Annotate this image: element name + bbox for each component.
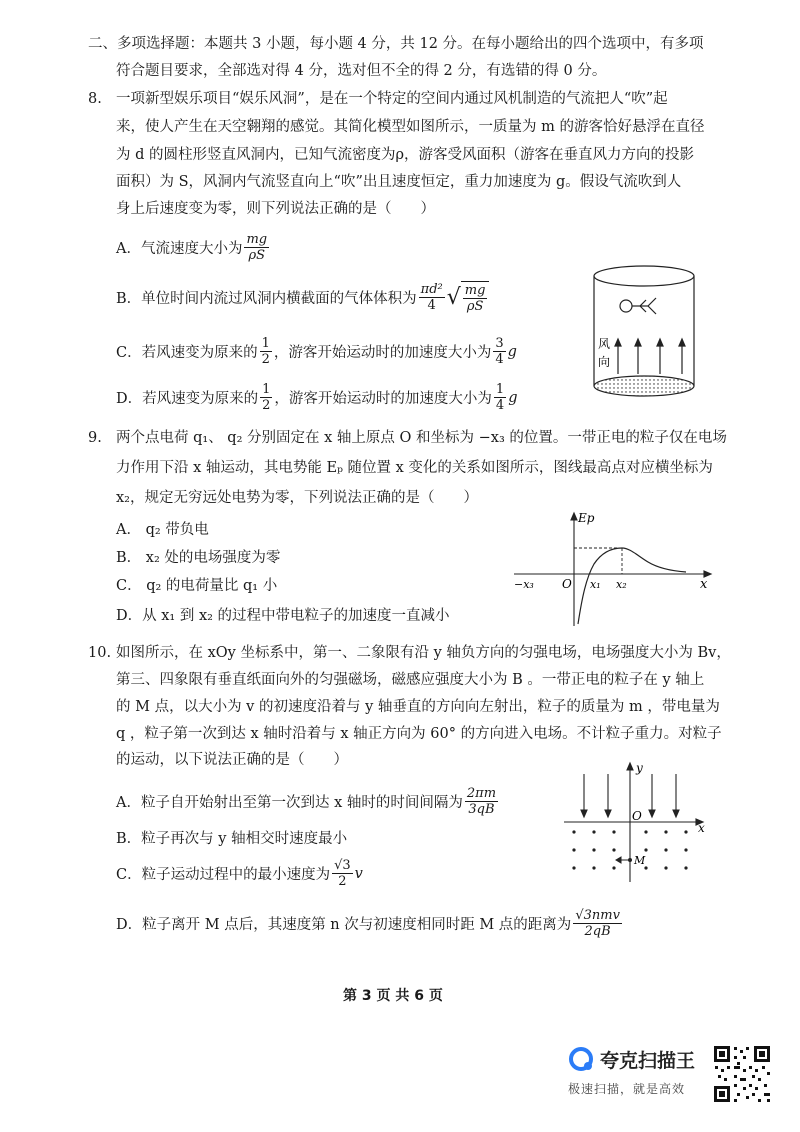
formula: $\frac{3}{4}$ (495, 336, 504, 367)
field-figure (560, 760, 710, 886)
origin-label: O (632, 809, 642, 823)
scanner-watermark (566, 1040, 700, 1104)
q10-line: 的 M 点，以大小为 v 的初速度沿着与 y 轴垂直的方向向左射出，粒子的质量为 m ，带电量为 (116, 699, 720, 715)
q10-option-b[interactable]: B．粒子再次与 y 轴相交时速度最小 (116, 831, 348, 847)
q8-option-c[interactable]: C．若风速变为原来的 $\frac{1}{2}$ ，游客开始运动时的加速度大小为 $\frac{3}{4}$ g (116, 336, 517, 367)
q8-line: 面积）为 S，风洞内气流竖直向上“吹”出且速度恒定，重力加速度为 g。假设气流吹到人 (116, 174, 682, 190)
formula: $\frac{\text{πd²}}{4}$ (420, 282, 443, 313)
formula: $\frac{mg}{\rho S}$ (246, 232, 268, 263)
formula: $\frac{1}{2}$ (261, 336, 270, 367)
q10-line: 第三、四象限有垂直纸面向外的匀强磁场，磁感应强度大小为 B 。一带正电的粒子在 y 轴上 (116, 672, 705, 688)
section-header-line2: 符合题目要求，全部选对得 4 分，选对但不全的得 2 分，有选错的得 0 分。 (116, 63, 607, 79)
formula: $\frac{1}{2}$ (262, 382, 271, 413)
q9-line: x₂，规定无穷远处电势为零，下列说法正确的是（ ） (116, 490, 478, 506)
q10-option-d[interactable]: D．粒子离开 M 点后，其速度第 n 次与初速度相同时距 M 点的距离为 $\frac{\text{√3nmv}}{2qB}$ (116, 908, 620, 939)
page-number: 第 3 页 共 6 页 (343, 988, 443, 1004)
axis-label-ep: Ep (578, 511, 595, 525)
q8-option-a[interactable]: A．气流速度大小为 $\frac{mg}{\rho S}$ (116, 232, 268, 263)
brand-logo-icon (566, 1044, 596, 1074)
formula-sqrt: √ $\frac{mg}{\rho S}$ (447, 281, 490, 314)
axis-label-x: x (700, 577, 708, 592)
q9-option-b[interactable]: B． x₂ 处的电场强度为零 (116, 550, 281, 566)
q10-line: q ，粒子第一次到达 x 轴时沿着与 x 轴正方向为 60° 的方向进入电场。不计粒子重力。对粒子 (116, 726, 722, 742)
tick-label-x2: x₂ (616, 578, 627, 591)
q10-line: 的运动，以下说法正确的是（ ） (116, 752, 348, 768)
q8-line: 身上后速度变为零，则下列说法正确的是（ ） (116, 201, 435, 217)
wind-label: 向 (598, 355, 611, 369)
q8-line: 为 d 的圆柱形竖直风洞内，已知气流密度为ρ，游客受风面积（游客在垂直风力方向的投影 (116, 147, 695, 163)
q9-number: 9. (88, 430, 102, 446)
tick-label-x3: −x₃ (514, 578, 534, 591)
q8-option-b[interactable]: B．单位时间内流过风洞内横截面的气体体积为 $\frac{\text{πd²}}{4}$ √ $\frac{mg}{\rho S}$ (116, 281, 489, 314)
q9-line: 两个点电荷 q₁、 q₂ 分别固定在 x 轴上原点 O 和坐标为 −x₃ 的位置。一带正电的粒子仅在电场 (116, 430, 727, 446)
q10-option-a[interactable]: A．粒子自开始射出至第一次到达 x 轴时的时间间隔为 $\frac{2\pi m}{3qB}$ (116, 786, 497, 817)
tick-label-x1: x₁ (590, 578, 601, 591)
axis-label-x: x (698, 821, 705, 835)
axis-label-y: y (636, 761, 643, 775)
qr-code-icon (712, 1044, 772, 1104)
q8-option-d[interactable]: D．若风速变为原来的 $\frac{1}{2}$ ，游客开始运动时的加速度大小为 $\frac{1}{4}$ g (116, 382, 518, 413)
point-label-m: M (634, 854, 646, 867)
q10-number: 10. (88, 645, 112, 661)
q9-option-c[interactable]: C． q₂ 的电荷量比 q₁ 小 (116, 578, 278, 594)
q9-option-d[interactable]: D．从 x₁ 到 x₂ 的过程中带电粒子的加速度一直减小 (116, 608, 450, 624)
q8-number: 8. (88, 91, 102, 107)
brand-slogan: 极速扫描，就是高效 (568, 1082, 686, 1096)
formula: $\frac{2\pi m}{3qB}$ (466, 786, 497, 817)
q10-option-c[interactable]: C．粒子运动过程中的最小速度为 $\frac{√3}{2}$ v (116, 858, 363, 889)
q8-line: 一项新型娱乐项目“娱乐风洞”，是在一个特定的空间内通过风机制造的气流把人“吹”起 (116, 91, 668, 107)
q8-line: 来，使人产生在天空翱翔的感觉。其简化模型如图所示，一质量为 m 的游客恰好悬浮在直径 (116, 119, 705, 135)
potential-energy-graph (508, 508, 714, 630)
brand-name: 夸克扫描王 (600, 1050, 696, 1072)
q9-option-a[interactable]: A． q₂ 带负电 (116, 522, 209, 538)
formula: $\frac{1}{4}$ (495, 382, 505, 413)
wind-label: 风 (598, 337, 611, 351)
formula: $\frac{\text{√3nmv}}{2qB}$ (575, 908, 620, 939)
wind-tunnel-figure (588, 262, 700, 408)
q9-line: 力作用下沿 x 轴运动，其电势能 Eₚ 随位置 x 变化的关系如图所示，图线最高点对应横坐标为 (116, 460, 713, 476)
formula: $\frac{√3}{2}$ (334, 858, 351, 889)
origin-label: O (562, 577, 572, 591)
q10-line: 如图所示，在 xOy 坐标系中，第一、二象限有沿 y 轴负方向的匀强电场，电场强度大小为 Bv， (116, 645, 731, 661)
section-header-line1: 二、多项选择题：本题共 3 小题，每小题 4 分，共 12 分。在每小题给出的四个选项中，有多项 (88, 36, 704, 52)
